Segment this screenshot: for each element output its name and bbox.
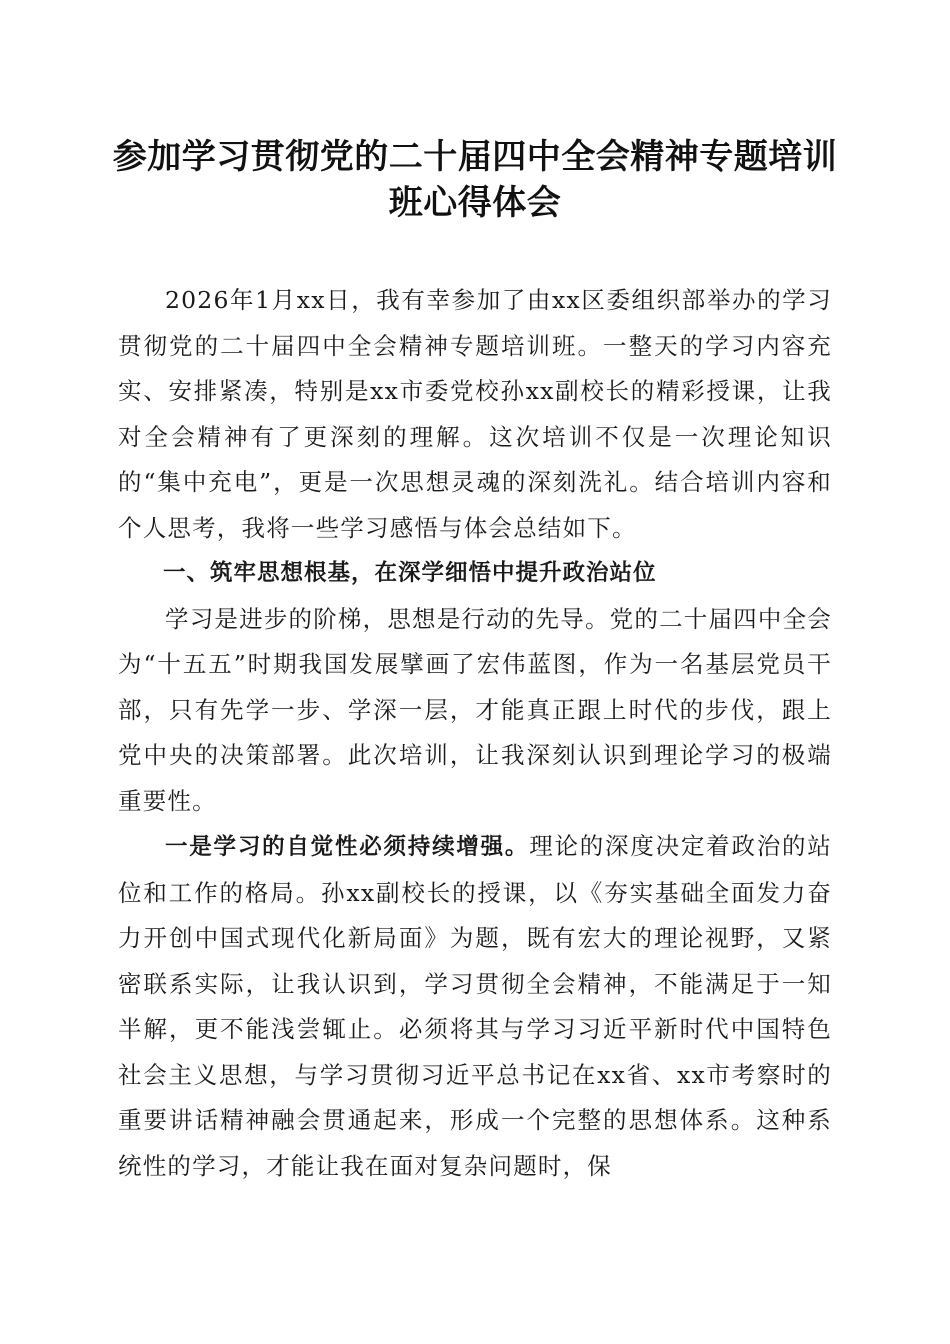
- paragraph-intro: 2026年1月xx日，我有幸参加了由xx区委组织部举办的学习贯彻党的二十届四中全会精神专题培训班。一整天的学习内容充实、安排紧凑，特别是xx市委党校孙xx副校长的精彩授课，让我对全会精神有了更深刻的理解。这次培训不仅是一次理论知识的“集中充电”，更是一次思想灵魂的深刻洗礼。结合培训内容和个人思考，我将一些学习感悟与体会总结如下。: [118, 286, 832, 542]
- paragraph-point-1: [118, 824, 832, 1189]
- document-body: [118, 278, 832, 1189]
- document-title: 参加学习贯彻党的二十届四中全会精神专题培训班心得体会: [112, 137, 838, 223]
- point-1-lead: 一是学习的自觉性必须持续增强。: [165, 834, 530, 860]
- section-heading-1: 一、筑牢思想根基，在深学细悟中提升政治站位: [163, 560, 657, 586]
- paragraph-section-1-intro: 学习是进步的阶梯，思想是行动的先导。党的二十届四中全会为“十五五”时期我国发展擘画了宏伟蓝图，作为一名基层党员干部，只有先学一步、学深一层，才能真正跟上时代的步伐，跟上党中央的决策部署。此次培训，让我深刻认识到理论学习的极端重要性。: [118, 604, 832, 815]
- point-1-text: 理论的深度决定着政治的站位和工作的格局。孙xx副校长的授课，以《夯实基础全面发力奋力开创中国式现代化新局面》为题，既有宏大的理论视野，又紧密联系实际，让我认识到，学习贯彻全会精神，不能满足于一知半解，更不能浅尝辄止。必须将其与学习习近平新时代中国特色社会主义思想，与学习贯彻习近平总书记在xx省、xx市考察时的重要讲话精神融会贯通起来，形成一个完整的思想体系。这种系统性的学习，才能让我在面对复杂问题时，保: [118, 832, 832, 1180]
